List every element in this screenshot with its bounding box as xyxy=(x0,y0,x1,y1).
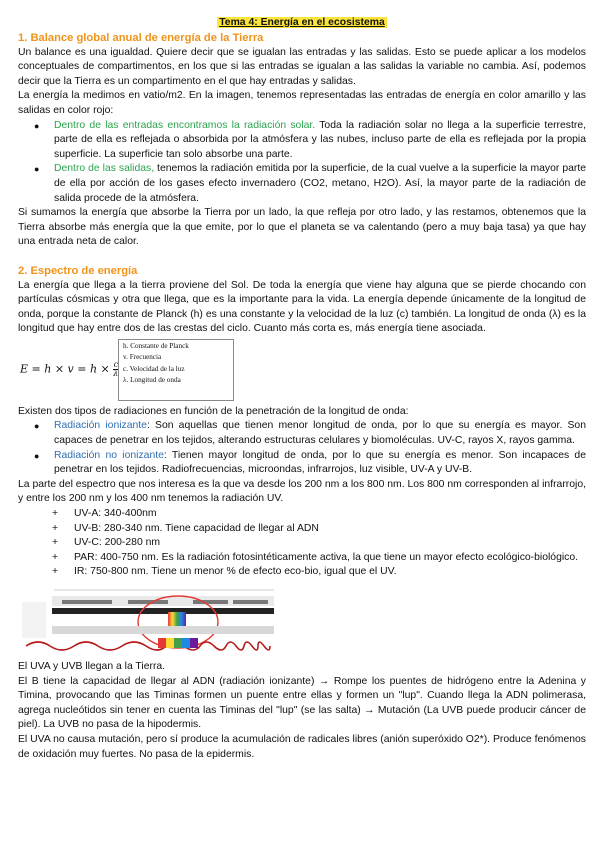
formula-lhs: E = h × v = h × xyxy=(20,362,114,376)
list-item xyxy=(54,119,586,163)
bullet-lead: Dentro de las salidas, xyxy=(54,163,155,175)
electromagnetic-spectrum-image xyxy=(18,582,280,660)
section2-paragraph-3: La parte del espectro que nos interesa es la que va desde los 200 nm a los 800 nm. Los 800 nm corresponden al infrarrojo, y entre los 200 nm y los 400 nm tenemos la radiación UV. xyxy=(18,478,586,505)
list-item xyxy=(54,162,586,206)
section2-paragraph-1: La energía que llega a la tierra proviene del Sol. De toda la energía que viene hay alguna que se pierde chocando con partículas cósmicas y otra que llega, que es la importante para la vida. La energía depende únicamente de la longitud de onda, porque la constante de Planck (h) es una constante y la velocidad de la luz (c) también. La longitud de onda (λ) es la longitud que hay entre dos de las crestas del ciclo. Cuanto más corta es, más energía tiene asociada. xyxy=(18,279,586,335)
list-item: + UV-B: 280-340 nm. Tiene capacidad de llegar al ADN xyxy=(74,522,586,537)
bullet-text: tenemos la radiación emitida por la superficie, de la cual vuelve a la superficie la mayor parte de ella por acción de los gases efecto invernadero (CO2, metano, H2O). Así, la mayor parte de la radiación de salida procede de la atmósfera. xyxy=(54,163,587,204)
legend-item: c. Velocidad de la luz xyxy=(123,364,185,373)
list-item: + IR: 750-800 nm. Tiene un menor % de efecto eco-bio, igual que el UV. xyxy=(74,565,586,580)
list-item: + UV-A: 340-400nm xyxy=(74,507,586,522)
bullet-lead: Radiación ionizante xyxy=(54,420,147,432)
section2-paragraph-2: Existen dos tipos de radiaciones en función de la penetración de la longitud de onda: xyxy=(18,405,409,417)
section2-heading: 2. Espectro de energía xyxy=(18,264,138,277)
formula-legend xyxy=(118,339,234,401)
section1-paragraph-3: Si sumamos la energía que absorbe la Tierra por un lado, la que refleja por otro lado, y las restamos, obtenemos que la Tierra absorbe más energía que la que emite, por lo que el planeta se va calentando (pero a muy baja tasa) ya que hay una entrada neta de calor. xyxy=(18,207,586,248)
document-title: Tema 4: Energía en el ecosistema xyxy=(219,17,385,28)
legend-item: h. Constante de Planck xyxy=(123,341,189,350)
uv-range-list xyxy=(18,507,586,580)
list-item: + UV-C: 200-280 nm xyxy=(74,536,586,551)
legend-item: v. Frecuencia xyxy=(123,353,162,362)
formula-block xyxy=(18,339,586,401)
section2-paragraph-6: El UVA no causa mutación, pero sí produce la acumulación de radicales libres (anión superóxido O2*). Produce fenómenos de oxidación muy fuertes. No pasa de la epidermis. xyxy=(18,733,586,760)
bullet-lead: Radiación no ionizante xyxy=(54,449,164,461)
list-item xyxy=(54,419,586,448)
section2-paragraph-5: El B tiene la capacidad de llegar al ADN (radiación ionizante) → Rompe los puentes de hidrógeno entre la Adenina y Timina, provocando que las Timinas formen un puente entre ellas y formen un "lup". Cuando llega la ADN polimerasa, agrega nucleótidos sin tener en cuenta las Timinas del "lup" (se las salta) → Mutación (La UVB puede producir cáncer de piel). La UVB no pasa de la hipodermis. xyxy=(18,675,586,731)
section1-heading: 1. Balance global anual de energía de la Tierra xyxy=(18,32,264,44)
radiation-type-list xyxy=(18,419,586,477)
section1-paragraph-2: La energía la medimos en vatio/m2. En la imagen, tenemos representadas las entradas de energía en color amarillo y las salidas en color rojo: xyxy=(18,90,586,116)
section1-paragraph-1: Un balance es una igualdad. Quiere decir que se igualan las entradas y las salidas. Esto se puede aplicar a los modelos conceptuales de compartimentos, en los que si las entradas se igualan a las salidas la variable no cambia. Así, podemos decir que la Tierra es un compartimento en el que hay entradas y salidas. xyxy=(18,46,586,87)
formula-denominator: λ xyxy=(113,368,119,378)
bullet-text: : Tienen mayor longitud de onda, por lo que su energía es menor. Son incapaces de penetrar en los tejidos. Radiofrecuencias, microondas, infrarrojos, luz visible, UV-A y UV-B. xyxy=(54,449,586,476)
formula-numerator: c xyxy=(113,359,119,369)
energy-formula xyxy=(20,361,118,378)
document-page xyxy=(18,16,586,762)
bullet-lead: Dentro de las entradas encontramos la radiación solar. xyxy=(54,119,316,131)
bullet-text: : Son aquellas que tienen menor longitud de onda, por lo que su energía es mayor. Son capaces de penetrar en los tejidos, alterando estructuras celulares y biomoléculas. UV-C, rayos X, rayos gamma. xyxy=(54,420,586,447)
list-item: + PAR: 400-750 nm. Es la radiación fotosintéticamente activa, la que tiene un mayor efecto ecológico-biológico. xyxy=(74,551,586,566)
section2-paragraph-4: El UVA y UVB llegan a la Tierra. xyxy=(18,661,166,672)
title-row xyxy=(18,16,586,31)
section1-bullet-list xyxy=(18,119,586,207)
bullet-text: Toda la radiación solar no llega a la superficie terrestre, parte de ella es reflejada o absorbida por la atmósfera y las nubes, incluso parte de ella es reflejada por la propia superficie. La superficie tan solo absorbe una parte. xyxy=(54,119,587,160)
list-item xyxy=(54,449,586,478)
legend-item: λ. Longitud de onda xyxy=(123,376,181,385)
